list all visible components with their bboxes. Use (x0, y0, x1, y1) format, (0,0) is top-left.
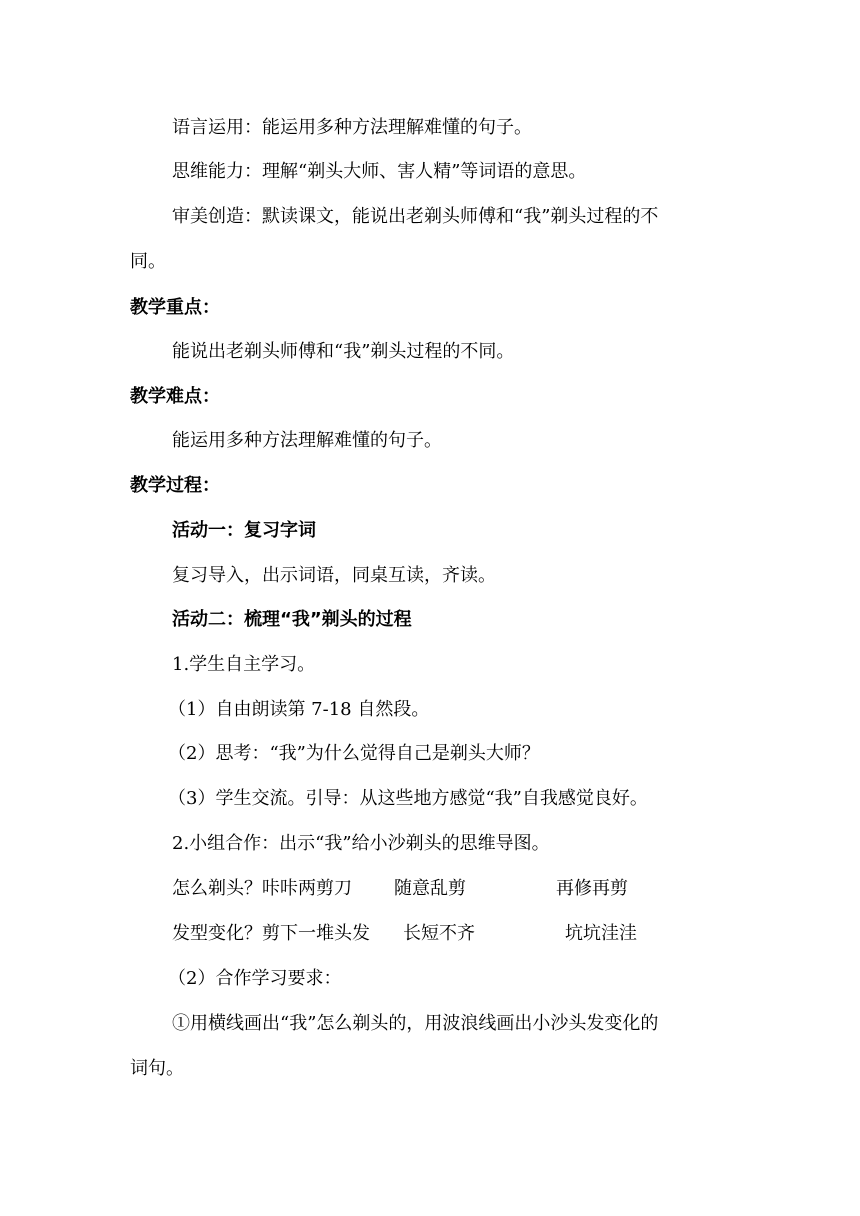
mindmap-row2-cell: 坑坑洼洼 (565, 923, 637, 944)
mindmap-row2-cell: 长短不齐 (403, 923, 475, 944)
goal-language: 语言运用：能运用多种方法理解难懂的句子。 (172, 117, 532, 138)
step-2: 2.小组合作：出示“我”给小沙剃头的思维导图。 (172, 833, 550, 854)
activity-one-text: 复习导入，出示词语，同桌互读，齐读。 (172, 565, 496, 586)
mindmap-row1-cell: 再修再剪 (556, 878, 628, 899)
mindmap-row1-cell: 怎么剃头？咔咔两剪刀 (172, 878, 352, 899)
mindmap-row-1 (0, 877, 860, 901)
requirement-1: ①用横线画出“我”怎么剃头的，用波浪线画出小沙头发变化的 (172, 1013, 659, 1034)
step-1-1: （1）自由朗读第 7-18 自然段。 (168, 699, 430, 720)
goal-aesthetic-cont: 同。 (130, 251, 166, 272)
goal-thinking: 思维能力：理解“剃头大师、害人精”等词语的意思。 (172, 161, 587, 182)
heading-difficulty: 教学难点： (130, 386, 220, 407)
mindmap-row1-cell: 随意乱剪 (394, 878, 466, 899)
step-1-3: （3）学生交流。引导：从这些地方感觉“我”自我感觉良好。 (168, 788, 648, 809)
step-2-2: （2）合作学习要求： (168, 968, 342, 989)
requirement-1-cont: 词句。 (130, 1058, 184, 1079)
step-1: 1.学生自主学习。 (172, 654, 316, 675)
goal-aesthetic: 审美创造：默读课文，能说出老剃头师傅和“我”剃头过程的不 (172, 206, 659, 227)
mindmap-row-2 (0, 922, 860, 946)
heading-key-point: 教学重点： (130, 297, 220, 318)
heading-process: 教学过程： (130, 475, 220, 496)
key-point-text: 能说出老剃头师傅和“我”剃头过程的不同。 (172, 341, 515, 362)
activity-one-title: 活动一：复习字词 (172, 520, 316, 541)
activity-two-title: 活动二：梳理“我”剃头的过程 (172, 609, 412, 630)
mindmap-row2-cell: 发型变化？剪下一堆头发 (172, 923, 370, 944)
step-1-2: （2）思考：“我”为什么觉得自己是剃头大师？ (168, 743, 540, 764)
difficulty-text: 能运用多种方法理解难懂的句子。 (172, 430, 442, 451)
